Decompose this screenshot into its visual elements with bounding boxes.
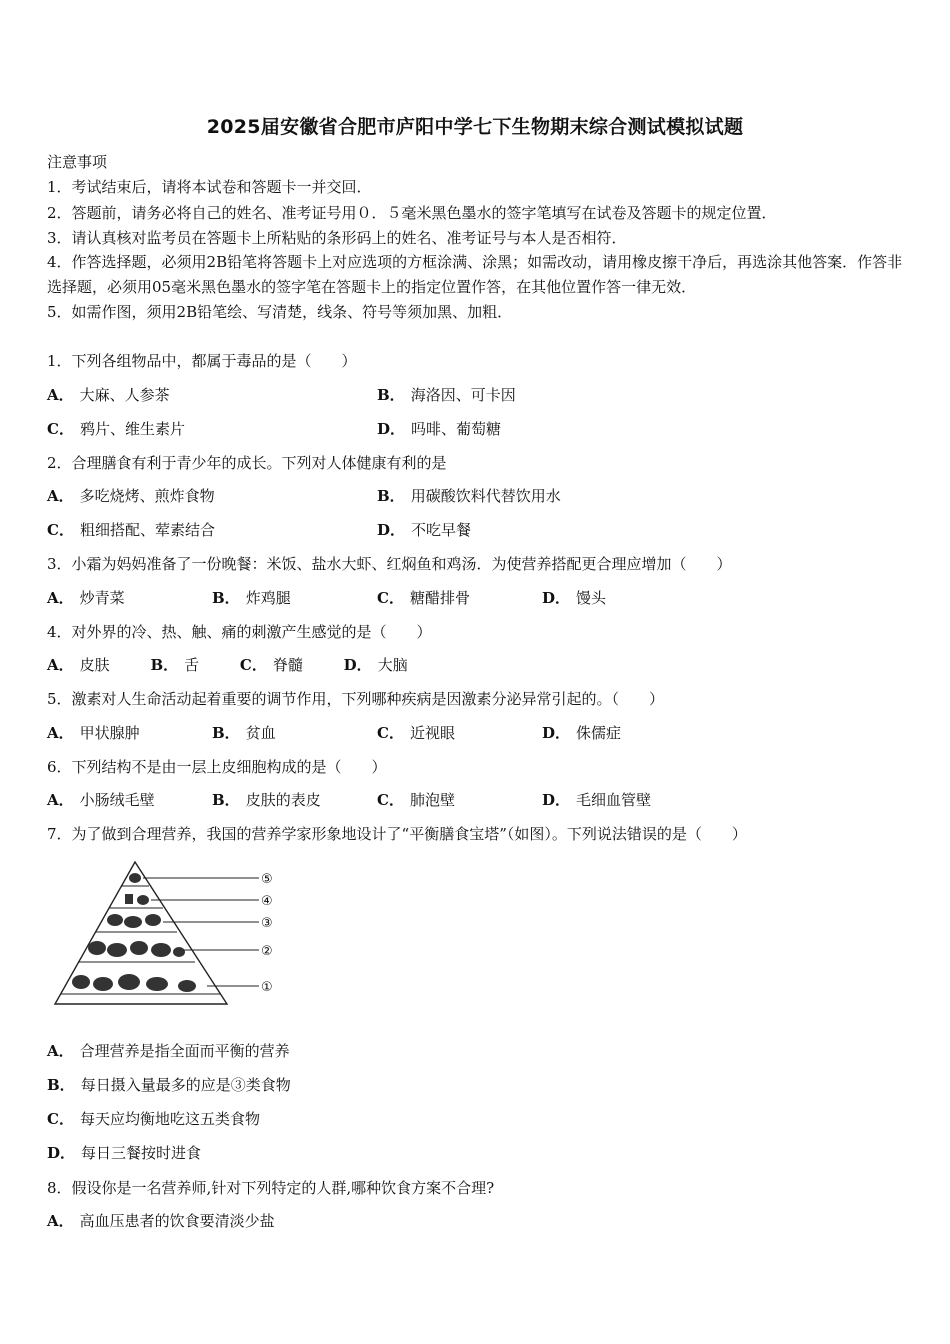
option-d[interactable]: D． 大脑 xyxy=(343,656,408,674)
question-stem: 3．小霜为妈妈准备了一份晚餐：米饭、盐水大虾、红焖鱼和鸡汤．为使营养搭配更合理应增加（ ） xyxy=(47,555,732,573)
pyramid-label: ① xyxy=(261,980,273,995)
pyramid-label: ③ xyxy=(261,916,273,931)
option-d[interactable]: D． 不吃早餐 xyxy=(377,521,472,539)
option-b[interactable]: B． 炸鸡腿 xyxy=(212,589,291,607)
option-a[interactable]: A． 大麻、人参茶 xyxy=(47,386,170,404)
page-title: 2025届安徽省合肥市庐阳中学七下生物期末综合测试模拟试题 xyxy=(206,116,744,138)
option-a[interactable]: A． 合理营养是指全面而平衡的营养 xyxy=(47,1042,290,1060)
question-stem: 7．为了做到合理营养，我国的营养学家形象地设计了“平衡膳食宝塔”（如图）。下列说法错误的是（ ） xyxy=(47,825,747,843)
question-stem: 4．对外界的冷、热、触、痛的刺激产生感觉的是（ ） xyxy=(47,623,432,641)
option-d[interactable]: D． 吗啡、葡萄糖 xyxy=(377,420,502,438)
option-a[interactable]: A． 炒青菜 xyxy=(47,589,125,607)
option-row xyxy=(47,655,444,675)
notice-item: 3．请认真核对监考员在答题卡上所粘贴的条形码上的姓名、准考证号与本人是否相符． xyxy=(47,229,627,247)
notice-item: 4．作答选择题，必须用2B铅笔将答题卡上对应选项的方框涂满、涂黑；如需改动，请用橡皮擦干净后，再选涂其他答案．作答非选择题，必须用05毫米黑色墨水的签字笔在答题卡上的指定位置作答，在其他位置作答一律无效． xyxy=(47,253,903,296)
question-stem: 6．下列结构不是由一层上皮细胞构成的是（ ） xyxy=(47,758,387,776)
option-d[interactable]: D． 侏儒症 xyxy=(542,724,622,742)
option-a[interactable]: A． 多吃烧烤、煎炸食物 xyxy=(47,487,215,505)
option-a[interactable]: A． 甲状腺肿 xyxy=(47,724,140,742)
option-c[interactable]: C． 粗细搭配、荤素结合 xyxy=(47,521,215,539)
question-stem: 2．合理膳食有利于青少年的成长。下列对人体健康有利的是 xyxy=(47,454,447,472)
food-pyramid-figure xyxy=(47,858,287,1013)
notice-item: 1．考试结束后，请将本试卷和答题卡一并交回． xyxy=(47,178,372,196)
pyramid-label: ⑤ xyxy=(261,872,273,887)
question-stem: 1．下列各组物品中，都属于毒品的是（ ） xyxy=(47,352,357,370)
option-c[interactable]: C． 每天应均衡地吃这五类食物 xyxy=(47,1110,260,1128)
option-a[interactable]: A． 高血压患者的饮食要清淡少盐 xyxy=(47,1212,275,1230)
question-stem: 8．假设你是一名营养师,针对下列特定的人群,哪种饮食方案不合理? xyxy=(47,1179,495,1197)
option-c[interactable]: C． 脊髓 xyxy=(239,656,303,674)
option-d[interactable]: D． 毛细血管壁 xyxy=(542,791,652,809)
question-stem: 5．激素对人生命活动起着重要的调节作用，下列哪种疾病是因激素分泌异常引起的。（ ） xyxy=(47,690,665,708)
option-d[interactable]: D． 馒头 xyxy=(542,589,607,607)
option-b[interactable]: B． 每日摄入量最多的应是③类食物 xyxy=(47,1076,291,1094)
option-b[interactable]: B． 贫血 xyxy=(212,724,276,742)
option-a[interactable]: A． 小肠绒毛壁 xyxy=(47,791,155,809)
option-c[interactable]: C． 鸦片、维生素片 xyxy=(47,420,185,438)
notice-heading: 注意事项 xyxy=(47,153,108,171)
option-b[interactable]: B． 皮肤的表皮 xyxy=(212,791,321,809)
option-b[interactable]: B． 舌 xyxy=(150,656,200,674)
option-b[interactable]: B． 海洛因、可卡因 xyxy=(377,386,516,404)
option-c[interactable]: C． 近视眼 xyxy=(377,724,455,742)
pyramid-label: ② xyxy=(261,944,273,959)
option-c[interactable]: C． 糖醋排骨 xyxy=(377,589,470,607)
pyramid-label: ④ xyxy=(261,894,273,909)
notice-item: 2．答题前，请务必将自己的姓名、准考证号用０．５毫米黑色墨水的签字笔填写在试卷及答题卡的规定位置． xyxy=(47,204,777,222)
option-a[interactable]: A． 皮肤 xyxy=(47,656,110,674)
option-b[interactable]: B． 用碳酸饮料代替饮用水 xyxy=(377,487,561,505)
notice-item: 5．如需作图，须用2B铅笔绘、写清楚，线条、符号等须加黑、加粗． xyxy=(47,303,513,321)
option-c[interactable]: C． 肺泡壁 xyxy=(377,791,455,809)
option-d[interactable]: D． 每日三餐按时进食 xyxy=(47,1144,202,1162)
